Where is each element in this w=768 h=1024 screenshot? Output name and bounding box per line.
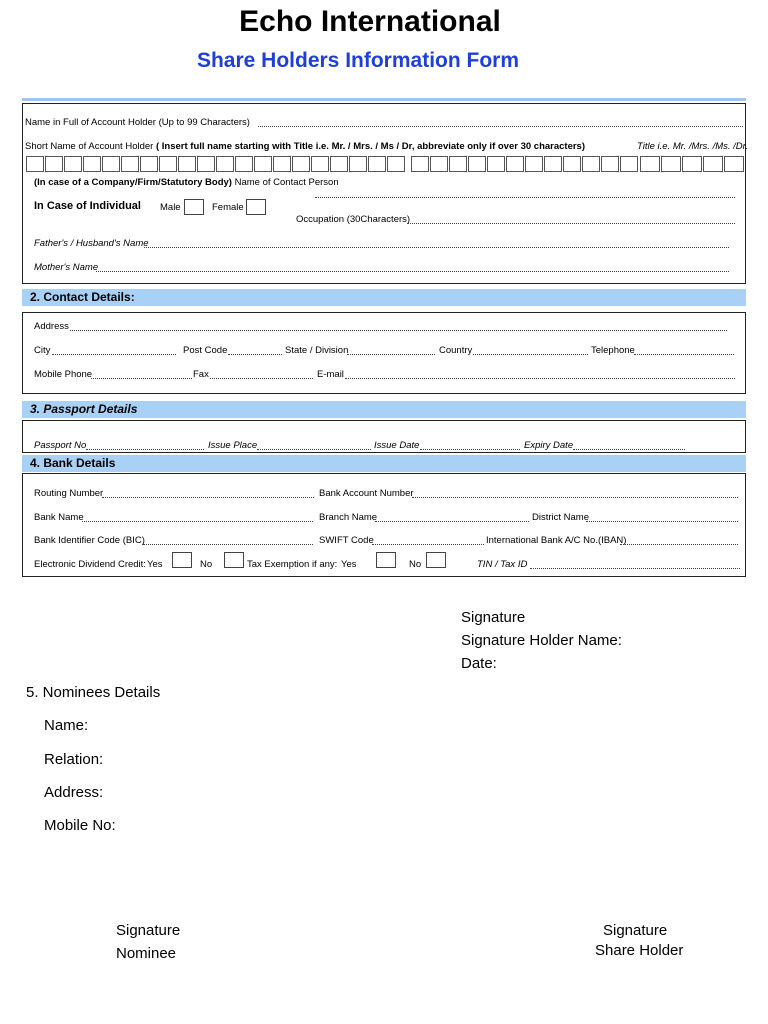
date-label: Date: <box>461 655 497 672</box>
expiry-date-label: Expiry Date <box>524 440 574 451</box>
issue-place-field[interactable] <box>257 449 371 450</box>
nominee-name-label: Name: <box>44 717 89 734</box>
email-label: E-mail <box>317 369 344 380</box>
routing-field[interactable] <box>102 497 314 498</box>
female-label: Female <box>212 202 244 213</box>
short-name-cell[interactable] <box>582 156 600 172</box>
issue-date-label: Issue Date <box>374 440 420 451</box>
tax-no-checkbox[interactable] <box>426 552 446 568</box>
city-field[interactable] <box>52 354 176 355</box>
bank-name-field[interactable] <box>82 521 313 522</box>
title-cell[interactable] <box>703 156 723 172</box>
male-checkbox[interactable] <box>184 199 204 215</box>
signature-holder-name-label: Signature Holder Name: <box>461 632 622 649</box>
short-name-cell[interactable] <box>601 156 619 172</box>
branch-name-field[interactable] <box>375 521 529 522</box>
male-label: Male <box>160 202 181 213</box>
short-name-cell[interactable] <box>525 156 543 172</box>
short-name-cell[interactable] <box>83 156 101 172</box>
short-name-cell[interactable] <box>178 156 196 172</box>
dividend-yes-checkbox[interactable] <box>172 552 192 568</box>
holder-signature-label: Signature <box>603 922 668 939</box>
title-hint: Title i.e. Mr. /Mrs. /Ms. /Dr. <box>637 141 749 152</box>
short-name-cell[interactable] <box>26 156 44 172</box>
bank-details-heading: 4. Bank Details <box>22 455 746 472</box>
company-contact-field[interactable] <box>315 197 735 198</box>
occupation-field[interactable] <box>407 223 735 224</box>
bank-name-label: Bank Name <box>34 512 84 523</box>
short-name-cell[interactable] <box>235 156 253 172</box>
country-label: Country <box>439 345 473 356</box>
passport-details-heading: 3. Passport Details <box>22 401 746 418</box>
contact-details-box <box>22 312 746 394</box>
individual-label: In Case of Individual <box>34 200 141 212</box>
female-checkbox[interactable] <box>246 199 266 215</box>
short-name-cell[interactable] <box>45 156 63 172</box>
share-holder-label: Share Holder <box>595 942 684 959</box>
short-name-cell[interactable] <box>64 156 82 172</box>
short-name-cell[interactable] <box>292 156 310 172</box>
short-name-cell[interactable] <box>121 156 139 172</box>
swift-field[interactable] <box>372 544 484 545</box>
short-name-cell[interactable] <box>544 156 562 172</box>
mother-label: Mother's Name <box>34 262 99 273</box>
district-name-field[interactable] <box>586 521 738 522</box>
title-cell[interactable] <box>661 156 681 172</box>
city-label: City <box>34 345 51 356</box>
branch-name-label: Branch Name <box>319 512 378 523</box>
address-label: Address <box>34 321 69 332</box>
bic-field[interactable] <box>143 544 313 545</box>
signature-label: Signature <box>461 609 526 626</box>
passport-no-label: Passport No <box>34 440 87 451</box>
tin-label: TIN / Tax ID <box>477 559 528 570</box>
telephone-field[interactable] <box>634 354 734 355</box>
iban-field[interactable] <box>620 544 738 545</box>
contact-details-heading: 2. Contact Details: <box>22 289 746 306</box>
dividend-credit-label: Electronic Dividend Credit: <box>34 559 146 570</box>
issue-place-label: Issue Place <box>208 440 258 451</box>
short-name-cell[interactable] <box>311 156 329 172</box>
nominees-heading: 5. Nominees Details <box>26 684 161 701</box>
bic-label: Bank Identifier Code (BIC) <box>34 535 145 546</box>
short-name-cell[interactable] <box>563 156 581 172</box>
tax-exemption-label: Tax Exemption if any: <box>247 559 338 570</box>
short-name-cell[interactable] <box>254 156 272 172</box>
fax-field[interactable] <box>210 378 313 379</box>
page-title: Echo International <box>239 5 501 38</box>
tax-no-label: No <box>409 559 422 570</box>
occupation-label: Occupation (30Characters) <box>296 214 411 225</box>
address-field[interactable] <box>70 330 727 331</box>
post-code-label: Post Code <box>183 345 228 356</box>
short-name-cell[interactable] <box>368 156 386 172</box>
state-field[interactable] <box>347 354 435 355</box>
state-label: State / Division <box>285 345 349 356</box>
district-name-label: District Name <box>532 512 590 523</box>
nominee-mobile-label: Mobile No: <box>44 817 116 834</box>
short-name-cell[interactable] <box>468 156 486 172</box>
expiry-date-field[interactable] <box>573 449 685 450</box>
iban-label: International Bank A/C No.(IBAN) <box>486 535 627 546</box>
form-subtitle: Share Holders Information Form <box>196 49 520 72</box>
bank-account-label: Bank Account Number <box>319 488 414 499</box>
short-name-cell[interactable] <box>349 156 367 172</box>
post-code-field[interactable] <box>228 354 282 355</box>
short-name-cell[interactable] <box>620 156 638 172</box>
short-name-cell[interactable] <box>430 156 448 172</box>
issue-date-field[interactable] <box>420 449 520 450</box>
mother-field[interactable] <box>96 271 729 272</box>
nominee-signature-label: Signature <box>116 922 181 939</box>
short-name-cell[interactable] <box>140 156 158 172</box>
fax-label: Fax <box>193 369 209 380</box>
telephone-label: Telephone <box>591 345 635 356</box>
company-contact-label: (In case of a Company/Firm/Statutory Body) Name of Contact Person <box>34 177 339 188</box>
title-cell[interactable] <box>682 156 702 172</box>
bank-account-field[interactable] <box>412 497 738 498</box>
account-holder-box <box>22 103 749 284</box>
dividend-yes-label: Yes <box>147 559 163 570</box>
short-name-cell[interactable] <box>449 156 467 172</box>
nominee-relation-label: Relation: <box>44 751 104 768</box>
tax-yes-checkbox[interactable] <box>376 552 396 568</box>
short-name-cell[interactable] <box>273 156 291 172</box>
short-name-cell[interactable] <box>411 156 429 172</box>
nominee-address-label: Address: <box>44 784 104 801</box>
short-name-cell[interactable] <box>216 156 234 172</box>
title-cell[interactable] <box>640 156 660 172</box>
title-cell[interactable] <box>724 156 744 172</box>
routing-label: Routing Number <box>34 488 104 499</box>
dividend-no-label: No <box>200 559 213 570</box>
short-name-cell[interactable] <box>487 156 505 172</box>
dividend-no-checkbox[interactable] <box>224 552 244 568</box>
mobile-label: Mobile Phone <box>34 369 93 380</box>
full-name-label: Name in Full of Account Holder (Up to 99 Characters) <box>25 117 250 128</box>
short-name-cell[interactable] <box>102 156 120 172</box>
short-name-cell[interactable] <box>197 156 215 172</box>
short-name-grid[interactable] <box>26 156 638 172</box>
short-name-cell[interactable] <box>506 156 524 172</box>
short-name-cell[interactable] <box>330 156 348 172</box>
email-field[interactable] <box>345 378 735 379</box>
short-name-cell[interactable] <box>159 156 177 172</box>
father-husband-label: Father's / Husband's Name <box>34 238 149 249</box>
tin-field[interactable] <box>530 568 740 569</box>
title-grid[interactable] <box>640 156 744 172</box>
nominee-label: Nominee <box>116 945 177 962</box>
full-name-field[interactable] <box>258 126 743 127</box>
country-field[interactable] <box>473 354 588 355</box>
short-name-label: Short Name of Account Holder ( Insert full name starting with Title i.e. Mr. / Mrs. / Ms / Dr, abbreviate only if over 30 characters) <box>25 141 586 152</box>
swift-label: SWIFT Code <box>319 535 374 546</box>
mobile-field[interactable] <box>91 378 192 379</box>
tax-yes-label: Yes <box>341 559 357 570</box>
passport-no-field[interactable] <box>86 449 204 450</box>
short-name-cell[interactable] <box>387 156 405 172</box>
father-husband-field[interactable] <box>144 247 729 248</box>
header-divider <box>22 98 746 101</box>
